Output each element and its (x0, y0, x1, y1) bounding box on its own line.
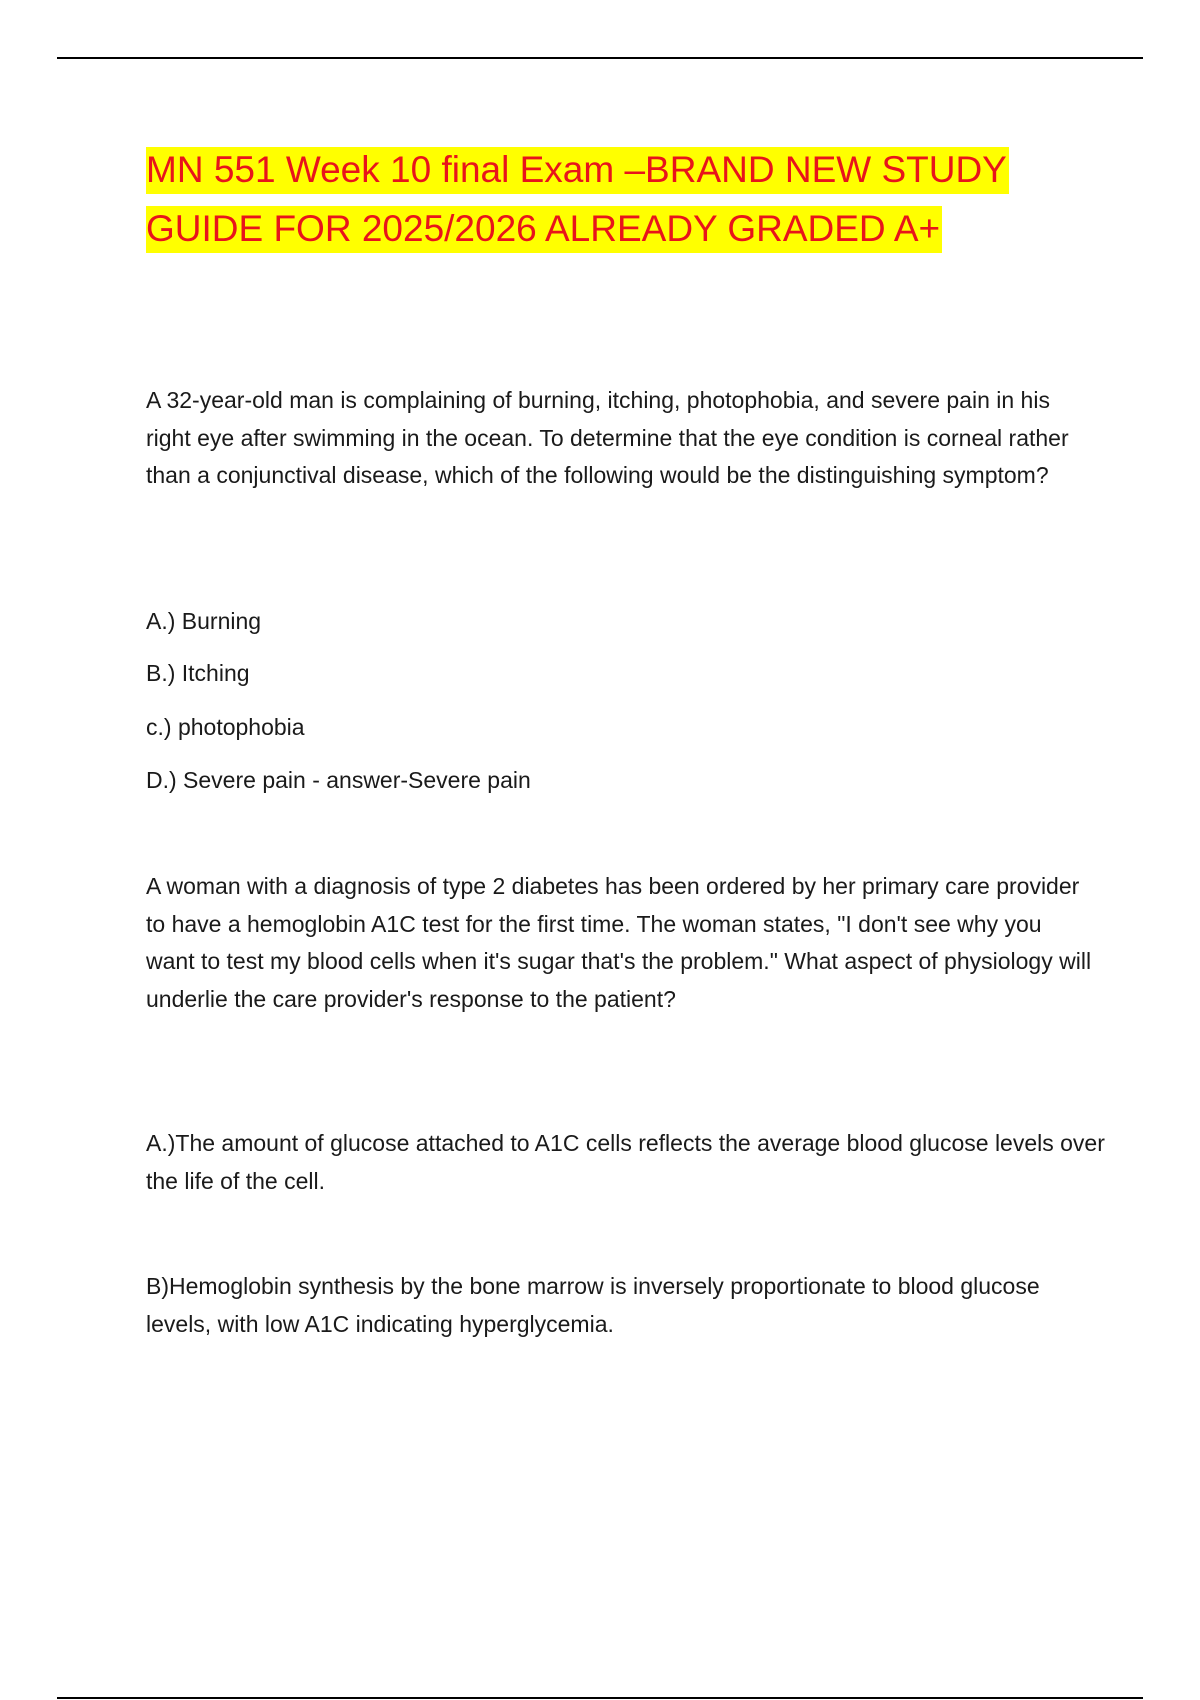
document-title-text: MN 551 Week 10 final Exam –BRAND NEW STUDY GUIDE FOR 2025/2026 ALREADY GRADED A+ (146, 147, 1009, 253)
bottom-rule (57, 1697, 1143, 1699)
question-1-text: A 32-year-old man is complaining of burning, itching, photophobia, and severe pain in his right eye after swimming in the ocean. To determine that the eye condition is corneal rather than a conjunctival disease, which of the following would be the distinguishing symptom? (146, 387, 1069, 488)
question-2-option-a: A.)The amount of glucose attached to A1C cells reflects the average blood glucose levels over the life of the cell. (146, 1130, 1105, 1194)
question-2-option-b: B)Hemoglobin synthesis by the bone marrow is inversely proportionate to blood glucose levels, with low A1C indicating hyperglycemia. (146, 1273, 1040, 1337)
question-1-option-d: D.) Severe pain - answer-Severe pain (146, 767, 531, 793)
question-1-option-c: c.) photophobia (146, 714, 305, 740)
question-1-option-a: A.) Burning (146, 608, 262, 634)
document-title (146, 140, 1106, 258)
question-2-text: A woman with a diagnosis of type 2 diabetes has been ordered by her primary care provider to have a hemoglobin A1C test for the first time. The woman states, "I don't see why you want to test my blood cells when it's sugar that's the problem." What aspect of physiology will underlie the care provider's response to the patient? (146, 873, 1092, 1012)
question-1-option-b: B.) Itching (146, 660, 250, 686)
top-rule (57, 57, 1143, 59)
